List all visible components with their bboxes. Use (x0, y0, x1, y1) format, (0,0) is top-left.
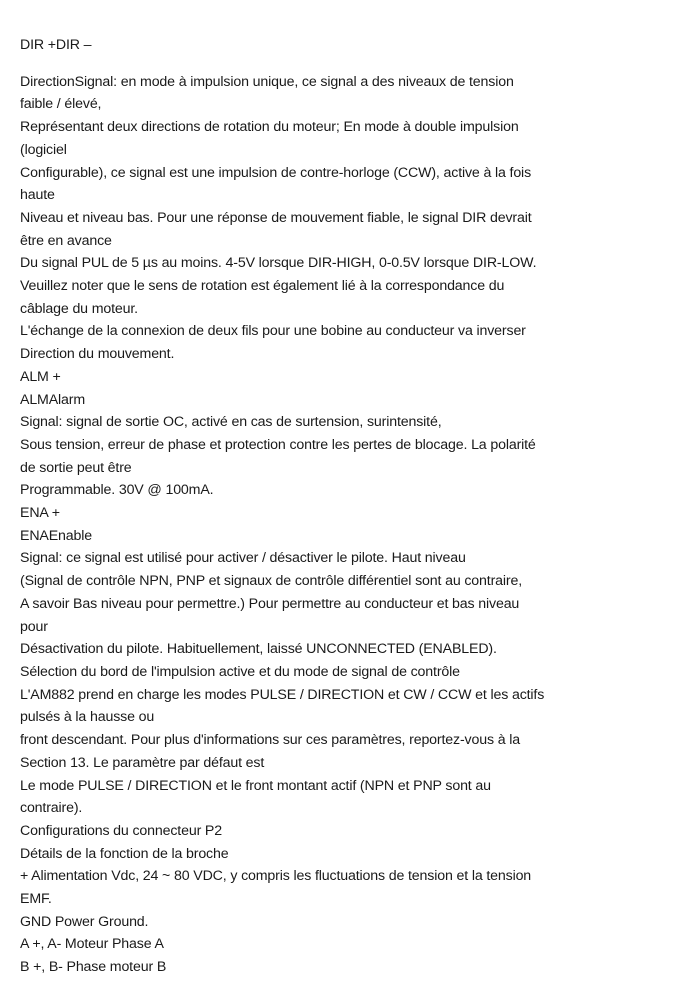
text-line: ALMAlarm (20, 391, 86, 408)
text-line: ENA + (20, 505, 60, 522)
text-line: Du signal PUL de 5 µs au moins. 4-5V lorsque DIR-HIGH, 0-0.5V lorsque DIR-LOW. (20, 255, 537, 272)
text-line: ALM + (20, 368, 61, 385)
text-line: ENAEnable (20, 527, 92, 544)
text-line: EMF. (20, 891, 52, 908)
text-line: être en avance (20, 232, 112, 249)
text-line: L'échange de la connexion de deux fils pour une bobine au conducteur va inverser (20, 323, 526, 340)
text-line: contraire). (20, 800, 83, 817)
text-line: Désactivation du pilote. Habituellement, laissé UNCONNECTED (ENABLED). (20, 641, 497, 658)
text-line: Direction du mouvement. (20, 346, 175, 363)
text-line: Signal: signal de sortie OC, activé en cas de surtension, surintensité, (20, 414, 442, 431)
text-line: DIR +DIR – (20, 37, 92, 53)
text-line: A savoir Bas niveau pour permettre.) Pour permettre au conducteur et bas niveau (20, 595, 520, 612)
text-line: Signal: ce signal est utilisé pour activer / désactiver le pilote. Haut niveau (20, 550, 466, 567)
text-line: L'AM882 prend en charge les modes PULSE / DIRECTION et CW / CCW et les actifs (20, 686, 545, 703)
text-line: A +, A- Moteur Phase A (20, 936, 164, 953)
text-line: faible / élevé, (20, 96, 102, 113)
text-line: DirectionSignal: en mode à impulsion unique, ce signal a des niveaux de tension (20, 73, 514, 90)
text-line: Représentant deux directions de rotation du moteur; En mode à double impulsion (20, 119, 519, 136)
text-line: front descendant. Pour plus d'informations sur ces paramètres, reportez-vous à la (20, 732, 520, 749)
text-line: (logiciel (20, 141, 67, 158)
document-body (20, 34, 680, 979)
text-line: Sous tension, erreur de phase et protection contre les pertes de blocage. La polarité (20, 436, 536, 453)
text-line: Configurations du connecteur P2 (20, 822, 222, 839)
text-line: + Alimentation Vdc, 24 ~ 80 VDC, y compris les fluctuations de tension et la tension (20, 868, 532, 885)
text-line: Configurable), ce signal est une impulsion de contre-horloge (CCW), active à la fois (20, 164, 532, 181)
text-line: haute (20, 187, 55, 204)
text-line: pour (20, 618, 48, 635)
text-line: câblage du moteur. (20, 300, 138, 317)
text-line: GND Power Ground. (20, 913, 149, 930)
text-line: Section 13. Le paramètre par défaut est (20, 754, 265, 771)
text-line: Veuillez noter que le sens de rotation est également lié à la correspondance du (20, 278, 505, 295)
text-line: (Signal de contrôle NPN, PNP et signaux de contrôle différentiel sont au contraire, (20, 573, 523, 590)
text-line: pulsés à la hausse ou (20, 709, 155, 726)
text-line: Niveau et niveau bas. Pour une réponse de mouvement fiable, le signal DIR devrait (20, 209, 532, 226)
text-line: Détails de la fonction de la broche (20, 845, 229, 862)
paragraph-spacer (20, 57, 680, 71)
text-line: de sortie peut être (20, 459, 132, 476)
text-line: Programmable. 30V @ 100mA. (20, 482, 214, 499)
text-line: B +, B- Phase moteur B (20, 959, 167, 976)
text-line: Sélection du bord de l'impulsion active et du mode de signal de contrôle (20, 663, 460, 680)
text-line: Le mode PULSE / DIRECTION et le front montant actif (NPN et PNP sont au (20, 777, 491, 794)
